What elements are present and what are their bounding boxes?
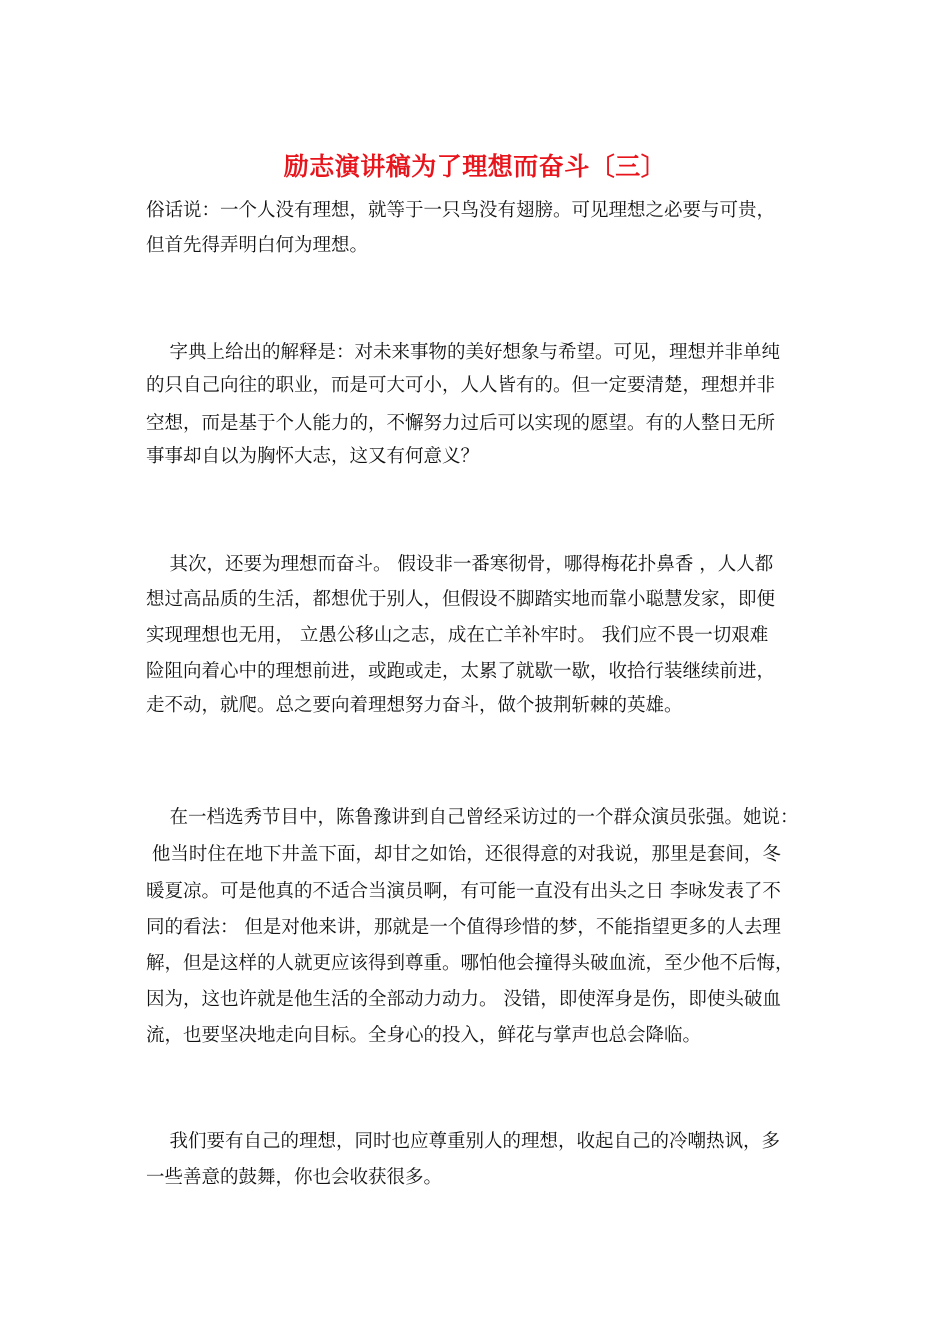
paragraph-line: 险阻向着心中的理想前进，或跑或走，太累了就歇一歇，收拾行装继续前进， <box>146 661 776 682</box>
paragraph-line: 俗话说：一个人没有理想，就等于一只鸟没有翅膀。可见理想之必要与可贵， <box>146 200 776 221</box>
paragraph-line: 我们要有自己的理想，同时也应尊重别人的理想，收起自己的冷嘲热讽，多 <box>146 1131 781 1152</box>
paragraph-line: 暖夏凉。可是他真的不适合当演员啊，有可能一直没有出头之日 李咏发表了不 <box>146 881 781 902</box>
paragraph-line: 解，但是这样的人就更应该得到尊重。哪怕他会撞得头破血流，至少他不后悔， <box>146 953 794 974</box>
paragraph-line: 他当时住在地下井盖下面，却甘之如饴，还很得意的对我说，那里是套间，冬 <box>146 844 781 865</box>
paragraph-line: 事事却自以为胸怀大志，这又有何意义？ <box>146 446 480 467</box>
paragraph-line: 在一档选秀节目中，陈鲁豫讲到自己曾经采访过的一个群众演员张强。她说： <box>146 807 799 828</box>
paragraph-line: 但首先得弄明白何为理想。 <box>146 235 369 256</box>
paragraph-line: 流，也要坚决地走向目标。全身心的投入，鲜花与掌声也总会降临。 <box>146 1025 702 1046</box>
paragraph-line: 走不动，就爬。总之要向着理想努力奋斗，做个披荆斩棘的英雄。 <box>146 695 683 716</box>
paragraph-line: 其次，还要为理想而奋斗。 假设非一番寒彻骨，哪得梅花扑鼻香 ，人人都 <box>146 554 774 575</box>
document-title: 励志演讲稿为了理想而奋斗〔三〕 <box>283 152 667 181</box>
paragraph-line: 同的看法： 但是对他来讲，那就是一个值得珍惜的梦，不能指望更多的人去理 <box>146 917 781 938</box>
paragraph-line: 想过高品质的生活，都想优于别人，但假设不脚踏实地而靠小聪慧发家，即便 <box>146 589 776 610</box>
paragraph-line: 的只自己向往的职业，而是可大可小，人人皆有的。但一定要清楚，理想并非 <box>146 375 776 396</box>
paragraph-line: 空想，而是基于个人能力的，不懈努力过后可以实现的愿望。有的人整日无所 <box>146 413 776 434</box>
paragraph-line: 一些善意的鼓舞，你也会收获很多。 <box>146 1167 443 1188</box>
paragraph-line: 字典上给出的解释是：对未来事物的美好想象与希望。可见，理想并非单纯 <box>146 342 781 363</box>
paragraph-line: 实现理想也无用， 立愚公移山之志，成在亡羊补牢时。 我们应不畏一切艰难 <box>146 625 769 646</box>
paragraph-line: 因为，这也许就是他生活的全部动力动力。 没错，即使浑身是伤，即使头破血 <box>146 989 781 1010</box>
